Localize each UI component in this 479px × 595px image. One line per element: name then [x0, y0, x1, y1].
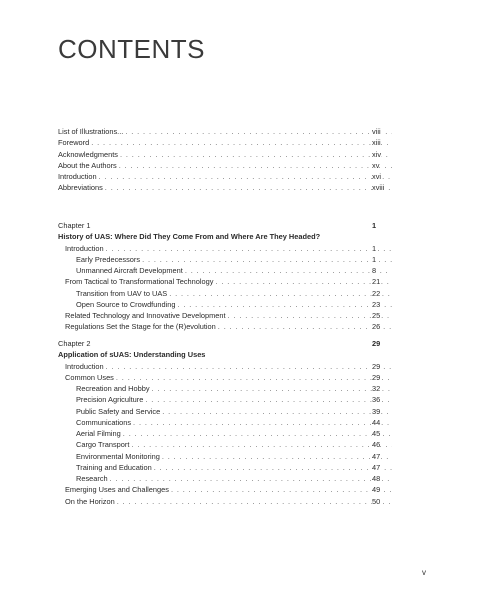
toc-entry-page: 22 [372, 288, 381, 298]
leader-dots [119, 160, 392, 171]
toc-entry-page: 45 [372, 429, 381, 438]
toc-entry-label: Transition from UAV to UAS [76, 288, 168, 298]
leader-dots [105, 182, 392, 193]
toc-entry-label: Foreword [58, 138, 90, 148]
chapter-heading[interactable] [58, 338, 392, 349]
toc-entry-page: xvi [372, 172, 382, 181]
toc-entry[interactable] [58, 182, 392, 193]
chapter-number: Chapter 1 [58, 221, 91, 230]
toc-entry-label: Cargo Transport [76, 440, 130, 450]
toc-entry-page: xiii [372, 138, 381, 148]
toc-entry[interactable] [58, 451, 392, 462]
leader-dots [106, 243, 392, 254]
page-number: v [422, 568, 426, 577]
toc-entry[interactable] [58, 254, 392, 265]
toc-entry[interactable] [58, 321, 392, 332]
toc-entry[interactable] [58, 496, 392, 507]
leader-dots [117, 496, 392, 507]
toc-entry-page: 48 [372, 474, 381, 483]
toc-entry[interactable] [58, 473, 392, 484]
toc-entry-page: xviii [372, 183, 385, 193]
leader-dots [120, 149, 392, 160]
toc-entry[interactable] [58, 299, 392, 310]
toc-entry-label: Public Safety and Service [76, 406, 161, 416]
leader-dots [99, 171, 392, 182]
toc-entry-label: Aerial Filming [76, 429, 121, 438]
toc-entry-page: 49 [372, 485, 381, 495]
toc-entry-page: 26 [372, 322, 381, 332]
toc-entry-label: Abbreviations [58, 183, 103, 193]
leader-dots [125, 126, 392, 137]
leader-dots [169, 288, 392, 299]
toc-entry[interactable] [58, 160, 392, 171]
toc-entry-page: 23 [372, 299, 381, 309]
toc-entry[interactable] [58, 310, 392, 321]
chapter-2-section [58, 338, 392, 507]
toc-entry-page: 50 [372, 496, 381, 506]
leader-dots [145, 394, 392, 405]
toc-entry-page: 29 [372, 361, 381, 371]
toc-entry-label: Precision Agriculture [76, 395, 144, 405]
toc-entry-label: Acknowledgments [58, 149, 118, 159]
toc-entry-label: Common Uses [65, 372, 114, 382]
toc-entry-label: Training and Education [76, 462, 152, 472]
toc-entry-label: On the Horizon [65, 496, 115, 506]
toc-entry-page: xv [372, 160, 380, 170]
toc-entry-label: Introduction [65, 361, 104, 371]
toc-entry-label: About the Authors [58, 160, 117, 170]
leader-dots [218, 321, 392, 332]
toc-entry-page: xiv [372, 149, 382, 159]
toc-entry-page: 32 [372, 384, 381, 393]
toc-entry-page: viii [372, 127, 381, 136]
toc-entry-label: Recreation and Hobby [76, 384, 150, 393]
toc-entry[interactable] [58, 288, 392, 299]
toc-entry-label: Environmental Monitoring [76, 451, 160, 461]
toc-entry-page: 46 [372, 440, 381, 450]
leader-dots [171, 484, 392, 495]
front-matter-list [58, 126, 392, 194]
toc-entry[interactable] [58, 171, 392, 182]
leader-dots [162, 406, 392, 417]
toc-entry-page: 29 [372, 372, 381, 382]
toc-entry[interactable] [58, 428, 392, 439]
toc-entry-page: 1 [372, 254, 377, 264]
toc-entry-label: Unmanned Aircraft Development [76, 266, 183, 275]
leader-dots [152, 383, 392, 394]
toc-entry-label: Early Predecessors [76, 254, 141, 264]
toc-entry-page: 39 [372, 406, 381, 416]
toc-entry-label: From Tactical to Transformational Technology [65, 277, 214, 287]
page-title: CONTENTS [58, 34, 205, 64]
toc-entry-page: 47 [372, 451, 381, 461]
toc-entry-page: 36 [372, 395, 381, 405]
chapter-1-section [58, 220, 392, 333]
toc-entry[interactable] [58, 276, 392, 287]
toc-entry[interactable] [58, 265, 392, 276]
toc-entry-page: 1 [372, 243, 377, 253]
leader-dots [123, 428, 392, 439]
toc-entry-label: Related Technology and Innovative Development [65, 311, 226, 320]
toc-entry[interactable] [58, 372, 392, 383]
leader-dots [133, 417, 392, 428]
leader-dots [177, 299, 392, 310]
toc-entry[interactable] [58, 126, 392, 137]
leader-dots [185, 265, 392, 276]
chapter-number: Chapter 2 [58, 339, 91, 348]
chapter-title: History of UAS: Where Did They Come From and Where Are They Headed? [58, 232, 321, 242]
toc-entry-label: Introduction [58, 172, 97, 181]
toc-entry[interactable] [58, 243, 392, 254]
toc-entry[interactable] [58, 406, 392, 417]
leader-dots [154, 462, 392, 473]
leader-dots [162, 451, 392, 462]
leader-dots [116, 372, 392, 383]
leader-dots [106, 361, 392, 372]
chapter-heading[interactable] [58, 220, 392, 231]
toc-entry-page: 47 [372, 462, 381, 472]
leader-dots [142, 254, 392, 265]
leader-dots [131, 439, 392, 450]
toc-entry[interactable] [58, 361, 392, 372]
leader-dots [215, 276, 392, 287]
toc-entry-label: Open Source to Crowdfunding [76, 299, 176, 309]
toc-entry[interactable] [58, 137, 392, 148]
toc-entry-label: Regulations Set the Stage for the (R)evolution [65, 322, 216, 332]
leader-dots [110, 473, 392, 484]
toc-entry-label: List of Illustrations... [58, 127, 124, 136]
chapter-page: 29 [372, 339, 381, 348]
toc-entry-page: 25 [372, 311, 381, 320]
toc-entry-label: Emerging Uses and Challenges [65, 485, 169, 495]
toc-entry-label: Research [76, 474, 108, 483]
toc-entry[interactable] [58, 383, 392, 394]
toc-entry[interactable] [58, 394, 392, 405]
toc-entry[interactable] [58, 462, 392, 473]
toc-entry-page: 44 [372, 417, 381, 427]
toc-entry[interactable] [58, 484, 392, 495]
toc-entry-label: Introduction [65, 243, 104, 253]
toc-entry-page: 21 [372, 277, 381, 287]
leader-dots [228, 310, 392, 321]
toc-entry-page: 8 [372, 266, 377, 275]
chapter-page: 1 [372, 221, 377, 230]
toc-entry-label: Communications [76, 417, 132, 427]
toc-entry[interactable] [58, 439, 392, 450]
toc-entry[interactable] [58, 149, 392, 160]
toc-entry[interactable] [58, 417, 392, 428]
leader-dots [91, 137, 392, 148]
chapter-title: Application of sUAS: Understanding Uses [58, 350, 206, 360]
